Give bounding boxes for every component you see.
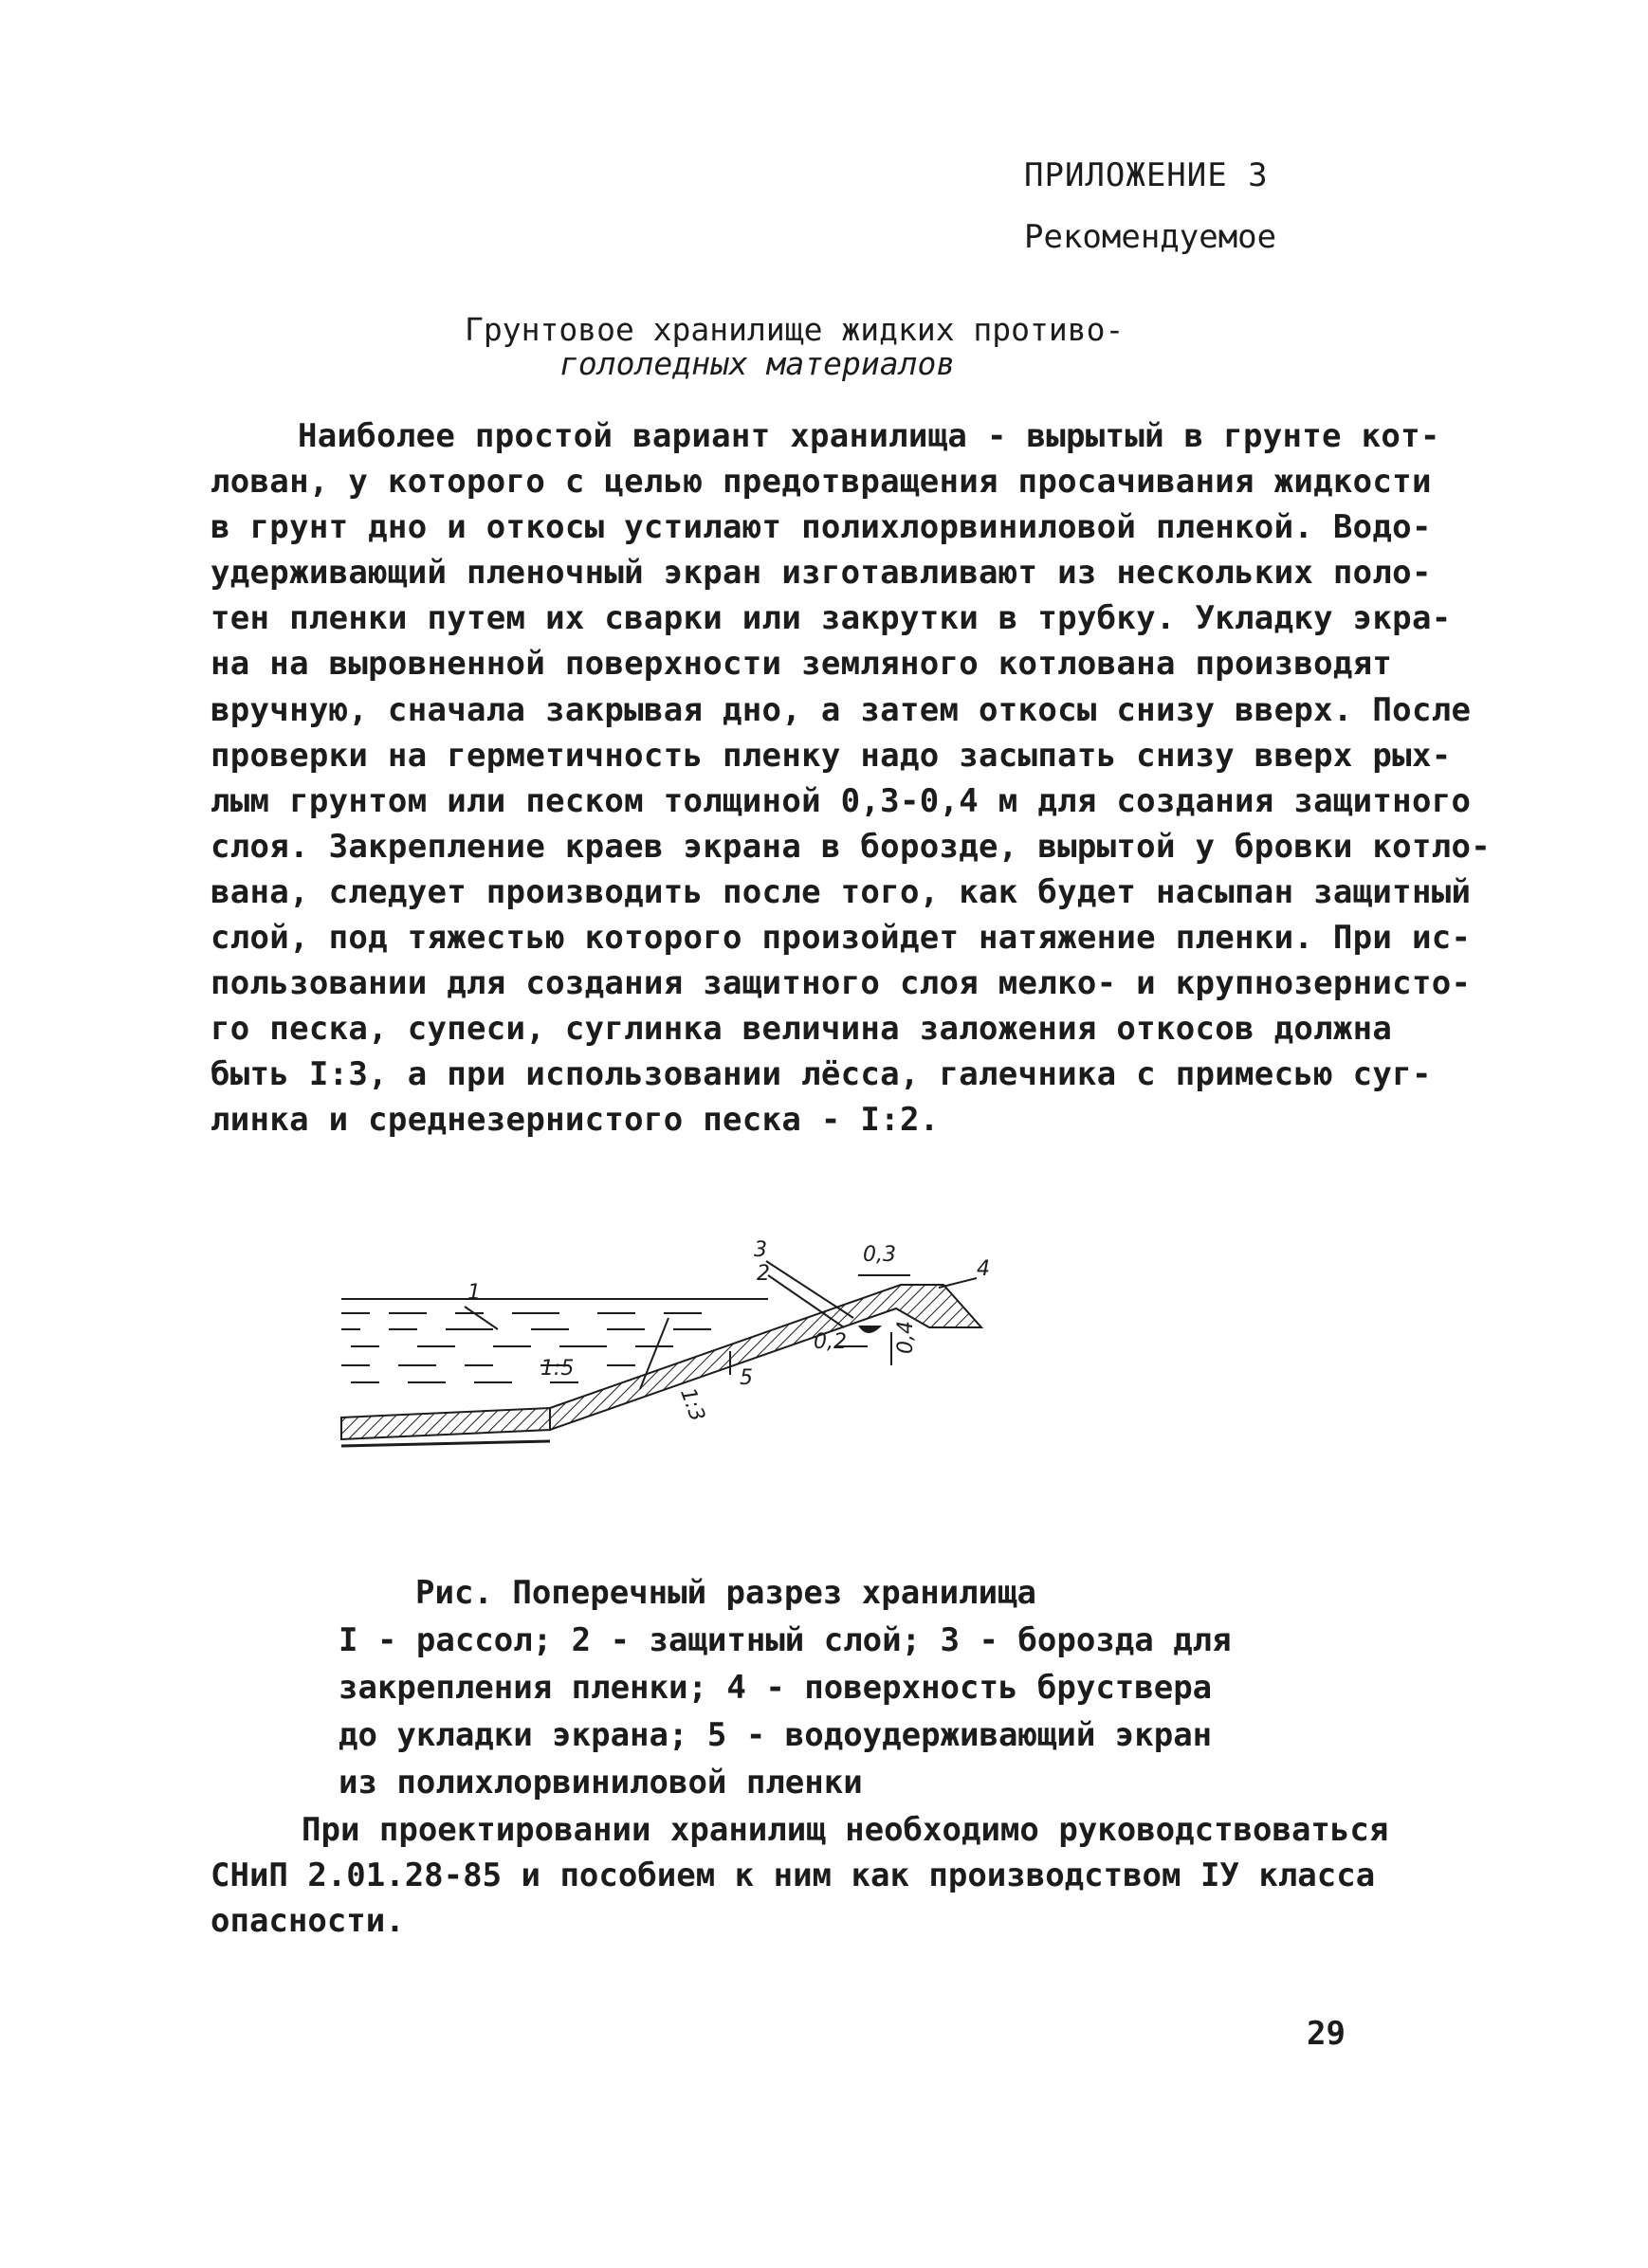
page-number: 29 xyxy=(1307,2015,1346,2053)
body-line: лован, у которого с целью предотвращения просачивания жидкости xyxy=(211,463,1432,501)
figure-caption-title: Рис. Поперечный разрез хранилища xyxy=(415,1574,1037,1612)
appendix-label: ПРИЛОЖЕНИЕ 3 xyxy=(1024,156,1269,194)
body-line: пользовании для создания защитного слоя мелко- и крупнозернисто- xyxy=(211,964,1472,1002)
body-line: вручную, сначала закрывая дно, а затем откосы снизу вверх. После xyxy=(211,691,1472,729)
dimension-0-2: 0,2 xyxy=(814,1330,847,1354)
recommended-label: Рекомендуемое xyxy=(1024,218,1277,256)
body-line: тен пленки путем их сварки или закрутки в трубку. Укладку экра- xyxy=(211,599,1452,637)
body-line: в грунт дно и откосы устилают полихлорвиниловой пленкой. Водо- xyxy=(211,508,1432,546)
body-line: на на выровненной поверхности земляного котлована производят xyxy=(211,645,1393,683)
figure-label-3: 3 xyxy=(754,1238,767,1262)
body-line: проверки на герметичность пленку надо засыпать снизу вверх рых- xyxy=(211,737,1452,775)
body-line: быть I:3, а при использовании лёсса, галечника с примесью суг- xyxy=(211,1055,1432,1093)
closing-line: При проектировании хранилищ необходимо руководствоваться xyxy=(302,1811,1389,1849)
section-title-line-2: гололедных материалов xyxy=(559,345,956,382)
bottom-layer xyxy=(341,1408,550,1439)
figure-caption-line: закрепления пленки; 4 - поверхность бруствера xyxy=(339,1669,1213,1707)
figure-caption-line: из полихлорвиниловой пленки xyxy=(339,1764,863,1802)
groove-3 xyxy=(858,1326,882,1333)
figure-label-4: 4 xyxy=(977,1257,990,1281)
body-line: слой, под тяжестью которого произойдет натяжение пленки. При ис- xyxy=(211,919,1472,957)
figure-caption-line: до укладки экрана; 5 - водоудерживающий экран xyxy=(339,1716,1213,1754)
cross-section-figure xyxy=(322,1223,1024,1498)
figure-caption-line: I - рассол; 2 - защитный слой; 3 - борозда для xyxy=(339,1621,1232,1659)
section-title-line-1: Грунтовое хранилище жидких противо- xyxy=(465,311,1125,348)
protective-slope-layer xyxy=(550,1285,981,1430)
body-line: го песка, супеси, суглинка величина заложения откосов должна xyxy=(211,1010,1393,1048)
slope-1-5-label: 1:5 xyxy=(540,1357,575,1381)
dimension-0-4: 0,4 xyxy=(894,1321,918,1354)
body-line: Наиболее простой вариант хранилища - вырытый в грунте кот- xyxy=(298,417,1440,455)
closing-line: опасности. xyxy=(211,1902,405,1940)
dimension-0-3: 0,3 xyxy=(863,1243,896,1267)
slope-1-3-label: 1:3 xyxy=(675,1384,709,1425)
body-line: удерживающий пленочный экран изготавливают из нескольких поло- xyxy=(211,554,1432,592)
figure-label-1: 1 xyxy=(467,1281,481,1305)
body-line: вана, следует производить после того, как будет насыпан защитный xyxy=(211,873,1472,911)
body-line: слоя. Закрепление краев экрана в борозде, вырытой у бровки котло- xyxy=(211,828,1492,866)
body-line: линка и среднезернистого песка - I:2. xyxy=(211,1101,940,1139)
figure-label-5: 5 xyxy=(740,1366,753,1390)
closing-line: СНиП 2.01.28-85 и пособием к ним как производством IУ класса xyxy=(211,1856,1376,1894)
figure-label-2: 2 xyxy=(757,1262,770,1286)
bottom-ground-line xyxy=(341,1441,550,1446)
body-line: лым грунтом или песком толщиной 0,3-0,4 м для создания защитного xyxy=(211,782,1472,820)
